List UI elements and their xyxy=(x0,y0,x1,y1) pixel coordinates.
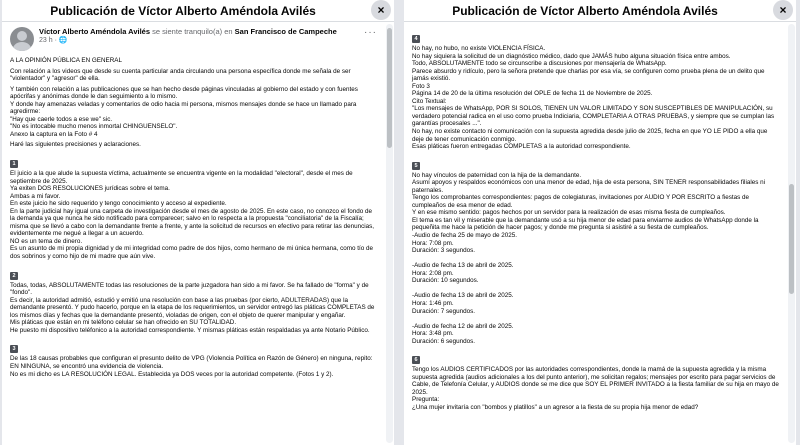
post-viewer-left xyxy=(2,0,394,445)
post-time[interactable] xyxy=(39,36,360,45)
post-text xyxy=(412,27,779,412)
number-badge-icon: 2 xyxy=(10,272,18,280)
paragraph: El juicio a la que alude la supuesta víctima, actualmente se encuentra vigente en la modalidad "electoral", desde el mes de septiembre de 2025. Ya exiten DOS RESOLUCIONES jurídicas sobre el tema. Ambas a mi favor. En este juicio he sido requerido y tengo conocimiento y acceso al expediente. En la parte judicial hay igual una carpeta de investigación desde el mes de agosto de 2025. En este caso, no conozco el fondo de la demanda ya que nunca he sido notificado para comparecer; salvo en lo respecta a la propuesta "conciliatoria" de la Fiscalía; misma que se llevó a cabo con la demandante frente a frente, y ante la solicitud de recursos en efectivo para retirar las denuncias, evidentemente me negué a llegar a un acuerdo. NO es un tema de dinero. Es un asunto de mi propia dignidad y de mi integridad como padre de dos hijos, como hermano de mi única hermana, como tío de dos sobrinos y como hijo de mi madre que aún vive. xyxy=(10,170,375,261)
post-title: Publicación de Víctor Alberto Améndola Avilés xyxy=(50,4,316,18)
scrollbar[interactable] xyxy=(386,24,393,443)
scroll-thumb[interactable] xyxy=(789,184,794,294)
post-viewer-right xyxy=(404,0,796,445)
place-link[interactable]: San Francisco de Campeche xyxy=(234,27,337,36)
author-line xyxy=(39,27,360,45)
number-badge-icon: 1 xyxy=(10,160,18,168)
post-title: Publicación de Víctor Alberto Améndola Avilés xyxy=(452,4,718,18)
post-body xyxy=(404,23,787,445)
scroll-thumb[interactable] xyxy=(387,28,392,148)
paragraph: Haré las siguientes precisiones y aclaraciones. xyxy=(10,141,141,149)
post-header xyxy=(404,0,796,22)
number-badge-icon: 6 xyxy=(412,356,420,364)
paragraph: Tengo los AUDIOS CERTIFICADOS por las autoridades correspondientes, donde la mamá de la supuesta agredida y la misma supuesta agredida (audios adicionales a los del punto anterior), me solicitan regalos; mensajes por escrito para pagar servicios de Cable, de Telefonía Celular, y AUDIOS donde se me dice que SOY EL PRIMER INVITADO a la fiesta familiar de su hija en mayo de 2025. Pregunta: ¿Una mujer invitaría con "bombos y platillos" a un agresor a la fiesta de su propia hija menor de edad? xyxy=(412,366,779,411)
post-header xyxy=(2,0,394,22)
scrollbar[interactable] xyxy=(788,24,795,443)
paragraph: Todas, todas, ABSOLUTAMENTE todas las resoluciones de la parte juzgadora han sido a mi favor. Se ha fallado de "forma" y de "fondo". Es decir, la autoridad admitió, estudió y emitió una resolución con base a las pruebas (por cierto, ADULTERADAS) que la demandante presentó. Y pudo hacerlo, porque en la etapa de los requerimientos, un servidor entregó las pláticas COMPLETAS de los mismos días y fechas que la demandante presentó, violadas de origen, con el objeto de querer manipular y engañar. Mis pláticas que están en mi teléfono celular se han ofrecido en SU TOTALIDAD. He puesto mi dispositivo teléfonico a la autoridad correspondiente. Y mismas pláticas están respaldadas ya ante Notario Público. xyxy=(10,281,375,334)
feeling-text: se siente tranquilo(a) en xyxy=(152,27,233,36)
number-badge-icon: 5 xyxy=(412,162,420,170)
author-name[interactable]: Víctor Alberto Améndola Avilés xyxy=(39,27,150,36)
close-icon[interactable]: × xyxy=(773,0,793,20)
post-text xyxy=(10,57,377,378)
number-badge-icon: 4 xyxy=(412,35,420,43)
globe-icon: 🌐 xyxy=(58,37,68,44)
more-options-icon[interactable]: ··· xyxy=(364,27,377,38)
paragraph: De las 18 causas probables que configuran el presunto delito de VPG (Violencia Política en Razón de Género) en ninguna, repito: EN NINGUNA, se encontró una evidencia de violencia. No es mi dicho es LA RESOLUCIÓN LEGAL. Establecida ya DOS veces por la autoridad competente. (Fotos 1 y 2). xyxy=(10,355,373,378)
paragraph: No hay vínculos de paternidad con la hija de la demandante. Asumí apoyos y respaldos económicos con una menor de edad, hija de esta persona, SIN TENER responsabilidades filiales ni paternales. Tengo los comprobantes correspondientes: pagos de colegiaturas, invitaciones por AUDIO Y POR ESCRITO a fiestas de cumpleaños de esa menor de edad. Y en ese mismo sentido: pagos hechos por un servidor para la realización de esas misma fiesta de cumpleaños. El tema es tan vil y miserable que la demandante usó a su hija menor de edad para enviarme audios de WhatsApp donde la pequeñita me hace la petición de hacer pagos; y donde me pregunta si asistiré a su fiesta de cumpleaños. -Audio de fecha 25 de mayo de 2025. Hora: 7:08 pm. Duración: 3 segundos. -Audio de fecha 13 de abril de 2025. Hora: 2:08 pm. Duración: 10 segundos. -Audio de fecha 13 de abril de 2025. Hora: 1:46 pm. Duración: 7 segundos. -Audio de fecha 12 de abril de 2025. Hora: 3:48 pm. Duración: 6 segundos. xyxy=(412,171,766,345)
number-badge-icon: 3 xyxy=(10,345,18,353)
paragraph: Y también con relación a las publicaciones que se han hecho desde páginas vinculadas al gobierno del estado y con fuentes apócrifas y anónimas donde le dan seguimiento a lo mismo. Y donde hay amenazas veladas y comentarios de odio hacia mi persona, mismos mensajes donde se hace un llamado para agredirme: "Hay que caerle todos a ese we" sic. "No es intocable mucho menos inmortal CHINGUENSELO". Anexo la captura en la Foto # 4 xyxy=(10,85,358,138)
paragraph: A LA OPINIÓN PÚBLICA EN GENERAL xyxy=(10,57,122,64)
paragraph: Con relación a los videos que desde su cuenta particular anda circulando una persona específica donde me señala de ser "violentador" y "agresor" de ella. xyxy=(10,67,351,83)
close-icon[interactable]: × xyxy=(371,0,391,20)
post-body xyxy=(2,23,385,445)
paragraph: No hay, no hubo, no existe VIOLENCIA FÍSICA. No hay siquiera la solicitud de un diagnóstico médico, dado que JAMÁS hubo alguna situación física entre ambos. Todo, ABSOLUTAMENTE todo se circunscribe a discusiones por mensajería de WhatsApp. Parece absurdo y ridículo, pero la señora pretende que charlas por esa vía, se configuren como prueba plena de un delito que jamás existió. Foto 3 Página 14 de 20 de la última resolución del OPLE de fecha 11 de Noviembre de 2025. Cito Textual: "Los mensajes de WhatsApp, POR SI SOLOS, TIENEN UN VALOR LIMITADO Y SON SUSCEPTIBLES DE MANIPULACIÓN, su verdadero potencial radica en el uso como prueba Indiciaria, COMPLETARIA A OTRAS PRUEBAS, y siempre que se cumplan las garantías procesales ...". No hay, no existe contacto ni comunicación con la supuesta agredida desde julio de 2025, fecha en que YO LE PIDO a ella que deje de tener comunicación conmigo. Esas pláticas fueron entregadas COMPLETAS a la autoridad correspondiente. xyxy=(412,45,775,151)
avatar[interactable] xyxy=(10,27,34,51)
post-author-block xyxy=(10,27,377,51)
post-time-text[interactable]: 23 h · xyxy=(39,37,57,44)
